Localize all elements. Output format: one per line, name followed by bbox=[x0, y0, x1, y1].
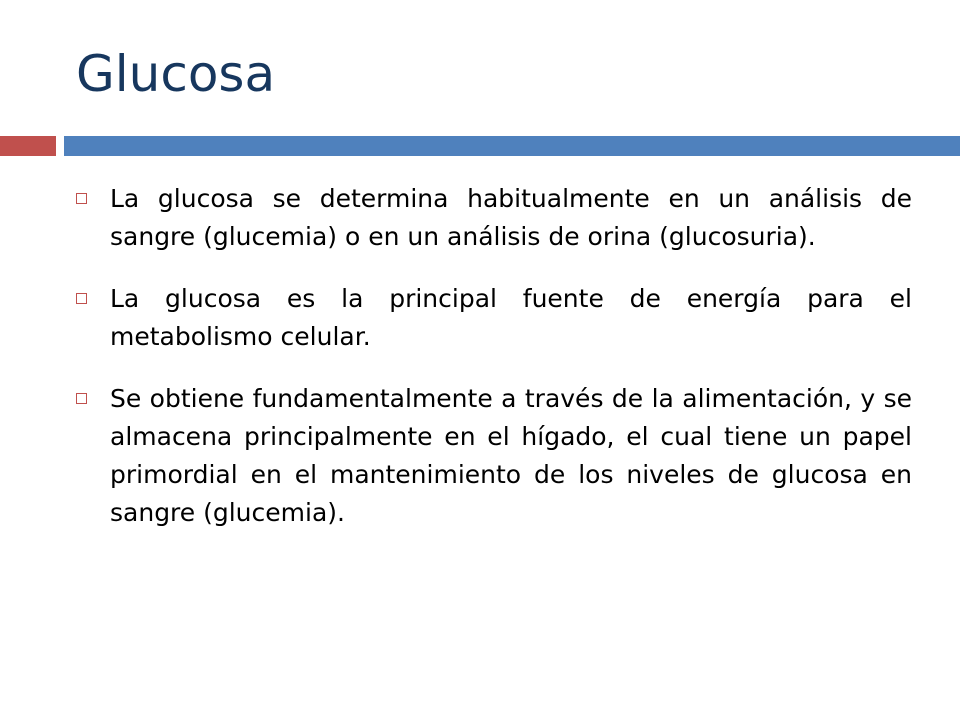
bullet-list bbox=[76, 180, 912, 556]
bullet-item bbox=[76, 380, 912, 532]
title-accent-bar-blue bbox=[64, 136, 960, 156]
bullet-text: La glucosa es la principal fuente de energía para el metabolismo celular. bbox=[110, 284, 912, 351]
bullet-item bbox=[76, 280, 912, 356]
bullet-text: La glucosa se determina habitualmente en un análisis de sangre (glucemia) o en un análisis de orina (glucosuria). bbox=[110, 184, 912, 251]
square-bullet-icon bbox=[76, 393, 87, 404]
square-bullet-icon bbox=[76, 293, 87, 304]
title-accent-bar-red bbox=[0, 136, 56, 156]
bullet-text: Se obtiene fundamentalmente a través de la alimentación, y se almacena principalmente en el hígado, el cual tiene un papel primordial en el mantenimiento de los niveles de glucosa en sangre (glucemia). bbox=[110, 384, 912, 527]
square-bullet-icon bbox=[76, 193, 87, 204]
slide-title: Glucosa bbox=[76, 45, 276, 103]
bullet-item bbox=[76, 180, 912, 256]
